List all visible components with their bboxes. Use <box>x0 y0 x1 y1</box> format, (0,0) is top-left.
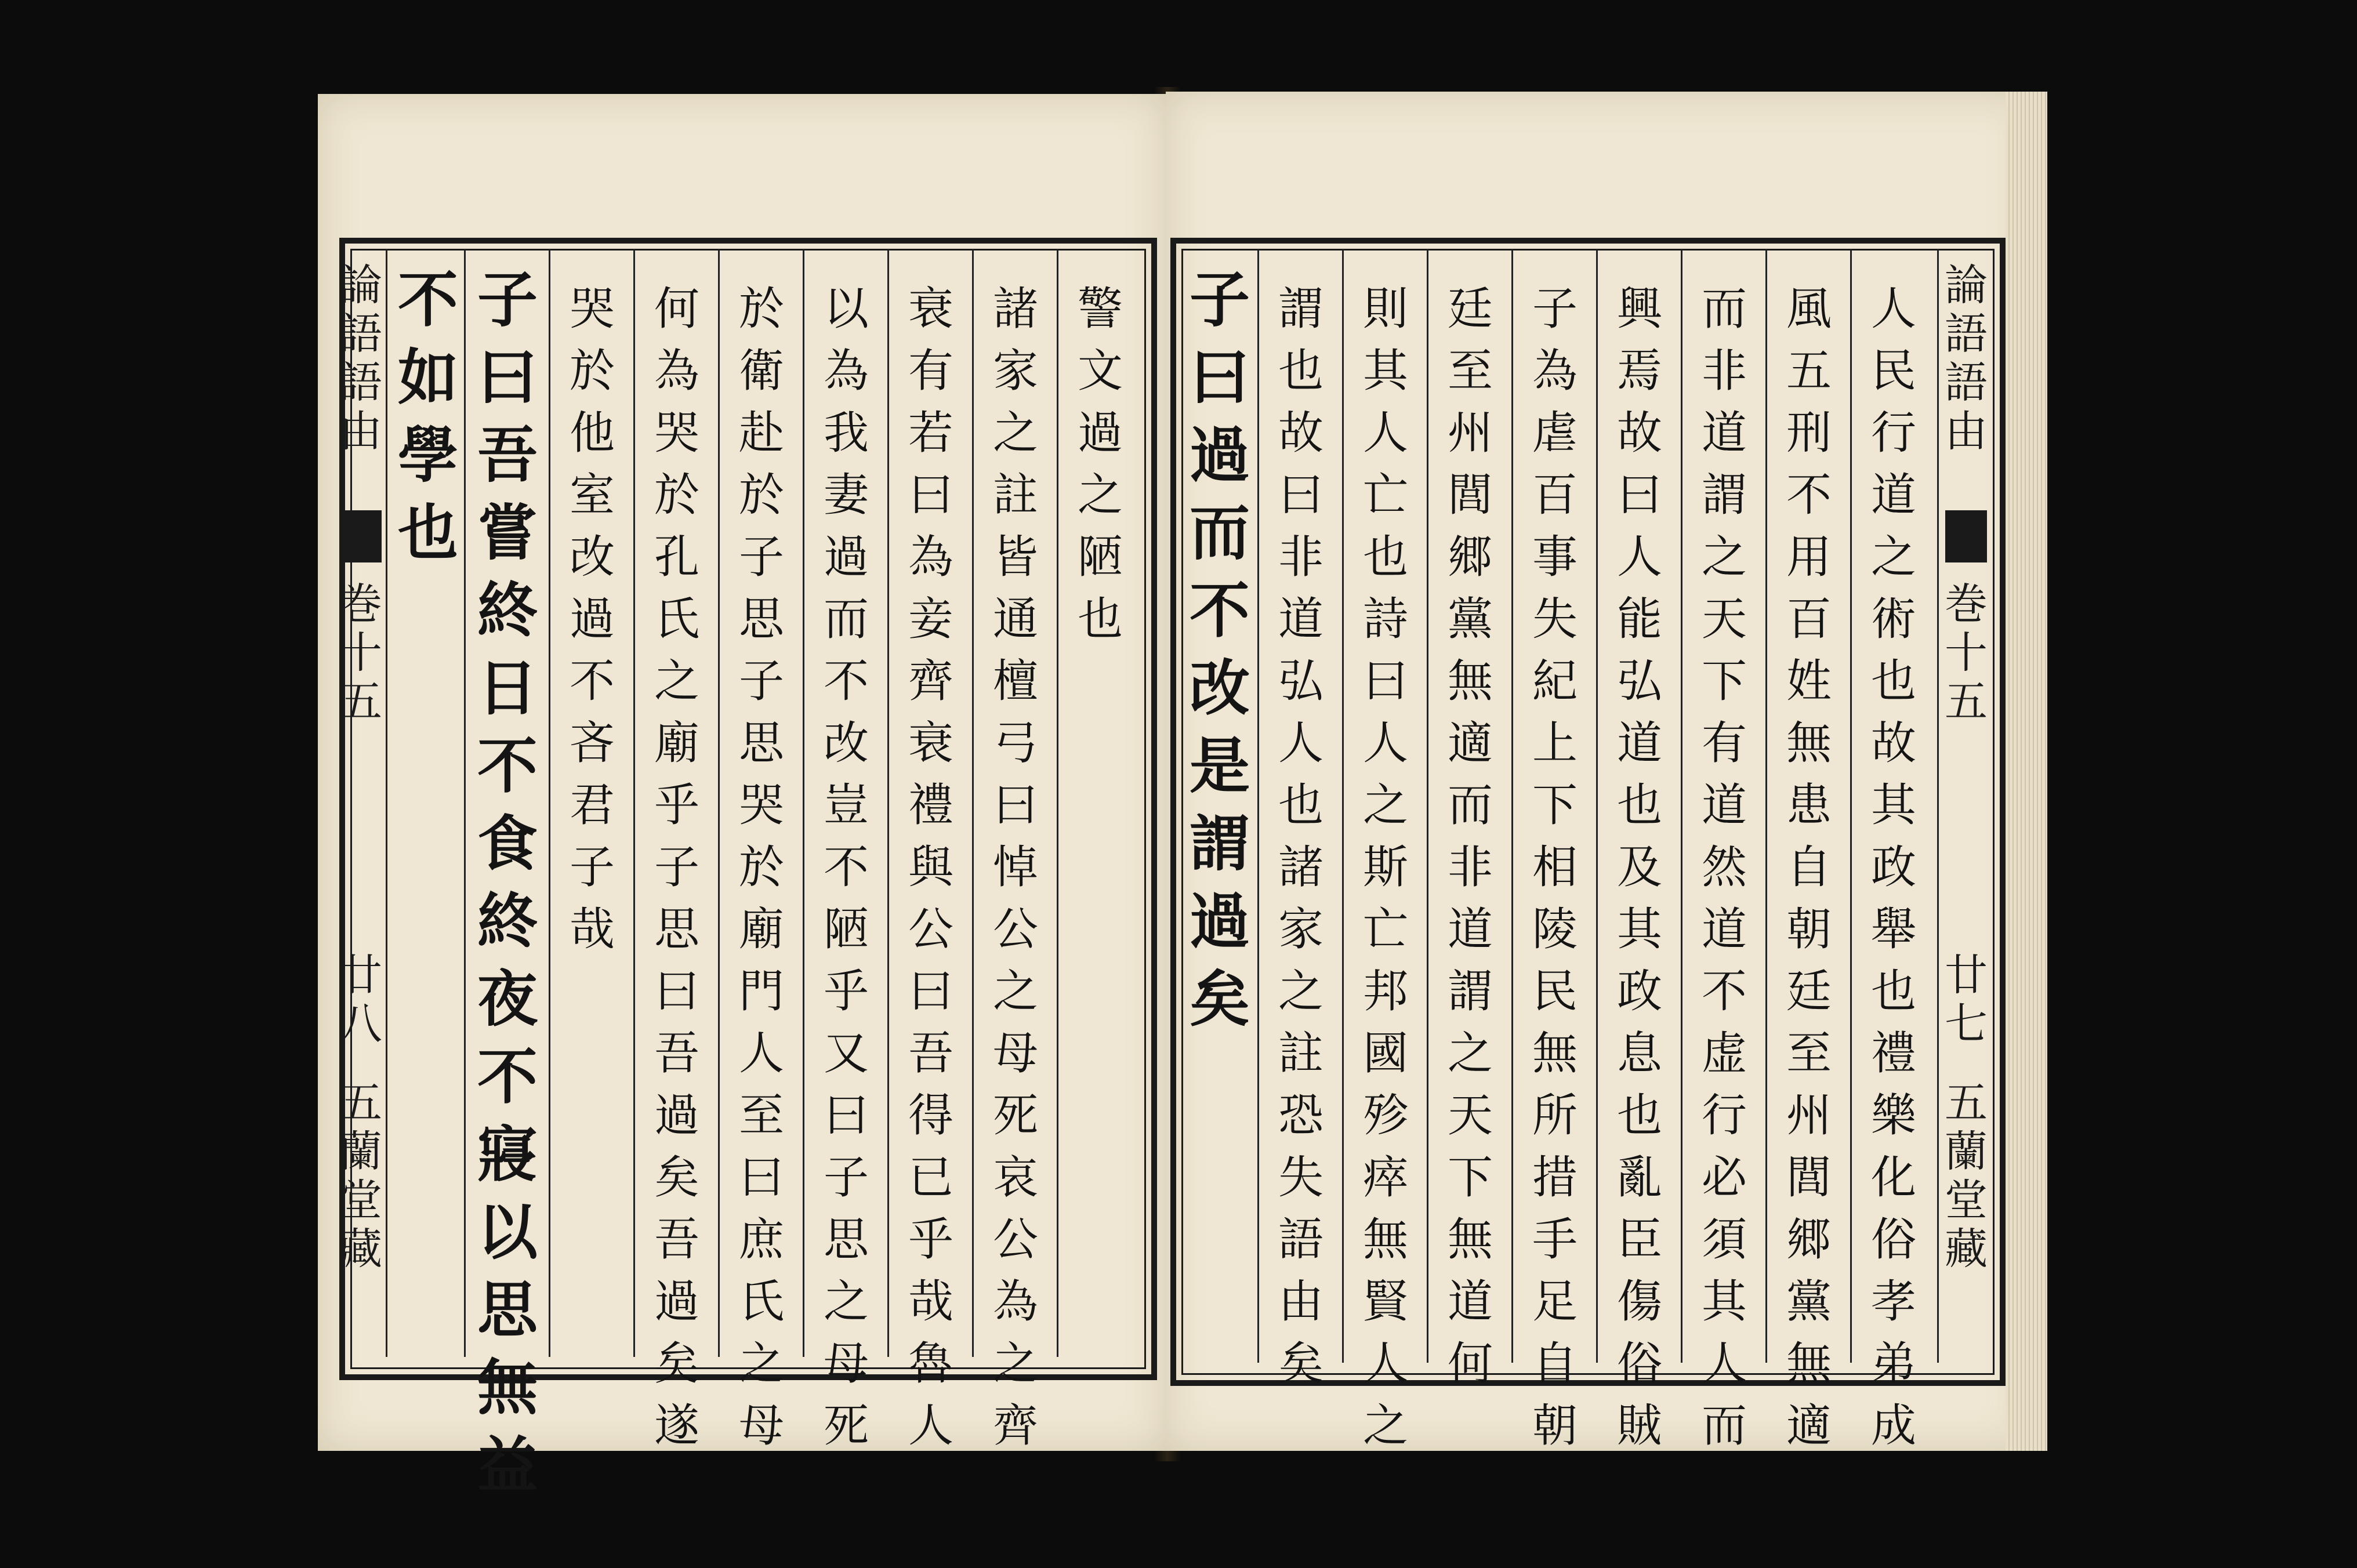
right-banner-volume: 巻 十 五 <box>1945 579 1988 727</box>
right-text-column-6: 廷 至 州 閭 郷 黨 無 適 而 非 道 謂 之 天 下 無 道 何 <box>1447 283 1493 1390</box>
right-text-column-2: 風 五 刑 不 用 百 姓 無 患 自 朝 廷 至 州 閭 郷 黨 無 適 <box>1786 283 1832 1452</box>
left-banner-publisher: 五 蘭 堂 藏 <box>339 1078 382 1274</box>
left-text-column-5: 於 衛 赴 於 子 思 子 思 哭 於 廟 門 人 至 曰 庶 氏 之 母 <box>738 283 784 1452</box>
right-text-column-7: 則 其 人 亡 也 詩 曰 人 之 斯 亡 邦 國 殄 瘁 無 賢 人 之 <box>1362 283 1408 1452</box>
right-banner-publisher: 五 蘭 堂 藏 <box>1945 1078 1988 1274</box>
left-text-column-6: 何 為 哭 於 孔 氏 之 廟 乎 子 思 曰 吾 過 矣 吾 過 矣 遂 <box>654 283 699 1452</box>
right-banner-rule <box>1937 249 1939 1363</box>
right-text-column-4: 興 焉 故 曰 人 能 弘 道 也 及 其 政 息 也 亂 臣 傷 俗 賊 <box>1616 283 1662 1452</box>
right-banner-folio: 廿 七 <box>1945 950 1988 1049</box>
left-banner-title: 論 語 語 由 <box>339 260 382 456</box>
left-text-column-3: 衰 有 若 曰 為 妾 齊 衰 禮 與 公 曰 吾 得 已 乎 哉 魯 人 <box>908 283 953 1452</box>
left-banner-fishtail <box>340 510 382 562</box>
right-text-column-9: 子 曰 過 而 不 改 是 謂 過 矣 <box>1189 264 1250 1035</box>
left-text-column-4: 以 為 我 妻 過 而 不 改 豈 不 陋 乎 又 曰 子 思 之 母 死 <box>823 283 869 1452</box>
left-text-column-9: 不 如 學 也 <box>397 264 458 568</box>
left-text-column-1: 警 文 過 之 陋 也 <box>1077 283 1123 645</box>
left-banner-folio: 廿 八 <box>339 950 382 1049</box>
left-text-column-7: 哭 於 他 室 改 過 不 吝 君 子 哉 <box>569 283 615 956</box>
right-text-column-3: 而 非 道 謂 之 天 下 有 道 然 道 不 虚 行 必 須 其 人 而 <box>1701 283 1747 1452</box>
right-text-column-8: 謂 也 故 曰 非 道 弘 人 也 諸 家 之 註 恐 失 語 由 矣 <box>1278 283 1323 1390</box>
right-text-column-5: 子 為 虐 百 事 失 紀 上 下 相 陵 民 無 所 措 手 足 自 朝 <box>1532 283 1578 1452</box>
right-banner-fishtail <box>1945 510 1987 562</box>
left-banner-rule <box>386 249 387 1357</box>
left-text-column-2: 諸 家 之 註 皆 通 檀 弓 曰 悼 公 之 母 死 哀 公 為 之 齊 <box>992 283 1038 1452</box>
right-text-column-1: 人 民 行 道 之 術 也 故 其 政 舉 也 禮 樂 化 俗 孝 弟 成 <box>1870 283 1916 1452</box>
page-fore-edge <box>2006 92 2047 1451</box>
left-text-column-8: 子 曰 吾 嘗 終 日 不 食 終 夜 不 寢 以 思 無 益 <box>477 264 538 1501</box>
right-banner-title: 論 語 語 由 <box>1945 260 1988 456</box>
left-banner-volume: 巻 十 五 <box>339 579 382 727</box>
